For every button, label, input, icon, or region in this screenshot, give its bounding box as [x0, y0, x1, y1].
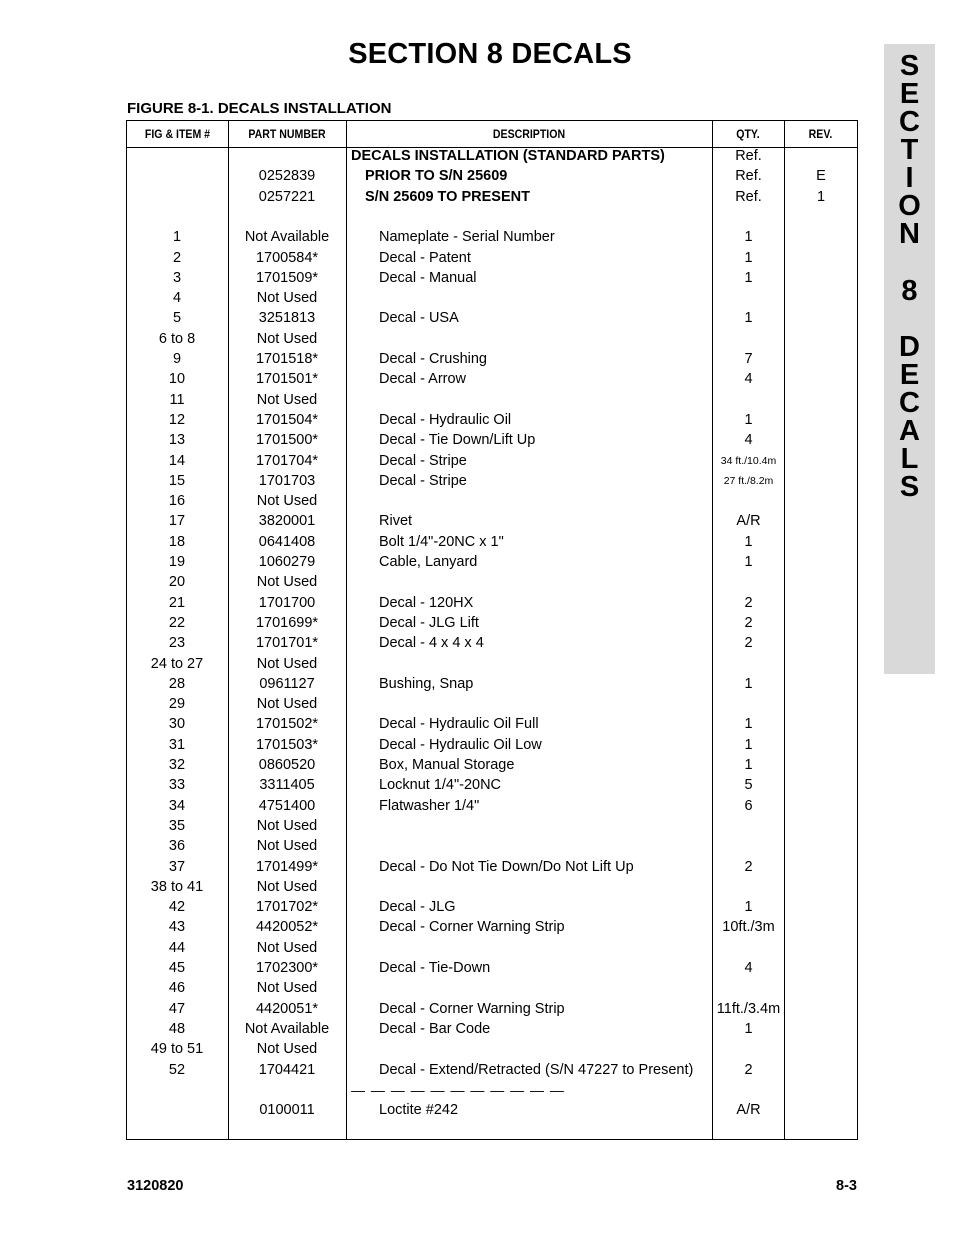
description-cell: Decal - Bar Code: [379, 1020, 491, 1037]
part-number-cell: Not Used: [256, 939, 318, 956]
part-number-cell: 3251813: [258, 310, 316, 327]
fig-item-cell: 34: [168, 797, 186, 814]
fig-item-cell: 18: [168, 533, 186, 550]
description-cell: DECALS INSTALLATION (STANDARD PARTS): [351, 148, 665, 164]
page-number: 8-3: [836, 1178, 857, 1194]
table-row: [127, 491, 857, 511]
description-cell: S/N 25609 TO PRESENT: [365, 188, 530, 205]
side-tab-letter: O: [898, 190, 921, 222]
separator-row: [127, 1080, 857, 1100]
qty-cell: 34 ft./10.4m: [720, 454, 777, 467]
part-number-cell: 1701703: [258, 472, 316, 489]
part-number-cell: 1701499*: [255, 858, 319, 875]
table-row: [127, 572, 857, 592]
fig-item-cell: 49 to 51: [150, 1041, 204, 1058]
part-number-cell: Not Available: [244, 1020, 330, 1037]
table-row: [127, 755, 857, 775]
qty-cell: A/R: [736, 513, 761, 530]
description-cell: Box, Manual Storage: [379, 757, 515, 773]
table-row: [127, 1019, 857, 1039]
table-row: [127, 674, 857, 694]
table-row: [127, 613, 857, 633]
side-tab-letter: C: [899, 106, 920, 138]
table-row: [127, 775, 857, 795]
description-cell: Decal - Arrow: [379, 371, 467, 388]
part-number-cell: 1701503*: [255, 736, 319, 753]
side-tab-letter: N: [899, 218, 920, 250]
side-tab-letter: E: [899, 78, 920, 110]
qty-cell: 1: [744, 736, 753, 753]
fig-item-cell: 17: [168, 513, 186, 530]
fig-item-cell: 47: [168, 1000, 186, 1017]
side-tab-letter: I: [905, 162, 914, 194]
table-row: [127, 1100, 857, 1120]
fig-item-cell: 36: [168, 838, 186, 855]
description-cell: Decal - Do Not Tie Down/Do Not Lift Up: [379, 858, 634, 875]
part-number-cell: Not Used: [256, 391, 318, 408]
fig-item-cell: 3: [172, 269, 182, 286]
part-number-cell: Not Used: [256, 838, 318, 855]
fig-item-cell: 23: [168, 635, 186, 652]
part-number-cell: 3820001: [258, 513, 316, 530]
header-description: DESCRIPTION: [492, 127, 566, 141]
section-side-tab: [884, 44, 935, 674]
qty-cell: 2: [744, 1061, 753, 1078]
qty-cell: 1: [744, 269, 753, 286]
part-number-cell: 0641408: [258, 533, 316, 550]
document-number: 3120820: [127, 1178, 184, 1194]
fig-item-cell: 28: [168, 675, 186, 692]
table-row: [127, 430, 857, 450]
header-part-number: PART NUMBER: [248, 127, 326, 141]
part-number-cell: 1700584*: [255, 249, 319, 266]
description-cell: Locknut 1/4"-20NC: [379, 777, 502, 794]
fig-item-cell: 44: [168, 939, 186, 956]
description-cell: Nameplate - Serial Number: [379, 229, 555, 246]
description-cell: Decal - Tie-Down: [379, 960, 491, 976]
qty-cell: 1: [744, 899, 753, 916]
table-row: [127, 410, 857, 430]
side-tab-letter: T: [900, 134, 919, 166]
table-row: [127, 958, 857, 978]
part-number-cell: 1701504*: [255, 411, 319, 428]
fig-item-cell: 15: [168, 472, 186, 489]
table-row: [127, 816, 857, 836]
description-cell: Decal - Hydraulic Oil: [379, 411, 512, 428]
fig-item-cell: 6 to 8: [158, 330, 196, 347]
table-row: [127, 593, 857, 613]
page-title: SECTION 8 DECALS: [348, 38, 632, 70]
part-number-cell: 1704421: [258, 1061, 316, 1078]
part-number-cell: 1701701*: [255, 635, 319, 652]
description-cell: Decal - Manual: [379, 269, 477, 286]
fig-item-cell: 11: [169, 391, 185, 408]
table-row: [127, 207, 857, 227]
description-cell: Cable, Lanyard: [379, 554, 478, 570]
qty-cell: 1: [744, 675, 753, 692]
table-row: [127, 633, 857, 653]
description-cell: Decal - Corner Warning Strip: [379, 1000, 565, 1017]
description-cell: Decal - Extend/Retracted (S/N 47227 to Present): [379, 1061, 694, 1078]
description-cell: Rivet: [379, 513, 413, 530]
qty-cell: 4: [744, 960, 753, 976]
qty-cell: 1: [744, 411, 753, 428]
part-number-cell: 1701518*: [255, 351, 319, 367]
part-number-cell: 1701704*: [255, 452, 319, 469]
qty-cell: Ref.: [735, 148, 762, 164]
qty-cell: 2: [744, 614, 753, 631]
part-number-cell: 4420051*: [255, 1000, 319, 1017]
qty-cell: 11ft./3.4m: [716, 1000, 781, 1017]
table-row: [127, 471, 857, 491]
description-cell: Decal - Corner Warning Strip: [379, 919, 565, 936]
table-row: [127, 694, 857, 714]
qty-cell: 4: [744, 432, 753, 449]
part-number-cell: 1701702*: [255, 899, 319, 916]
table-row: [127, 836, 857, 856]
fig-item-cell: 24 to 27: [150, 655, 204, 672]
fig-item-cell: 4: [172, 290, 182, 307]
fig-item-cell: 29: [168, 696, 186, 713]
description-cell: Decal - 4 x 4 x 4: [379, 635, 484, 652]
part-number-cell: Not Used: [256, 290, 318, 307]
table-row: [127, 288, 857, 308]
description-cell: Decal - Hydraulic Oil Full: [379, 716, 539, 733]
table-row: [127, 938, 857, 958]
table-row: [127, 227, 857, 247]
fig-item-cell: 19: [168, 554, 186, 570]
description-cell: Bushing, Snap: [379, 675, 474, 692]
part-number-cell: 0252839: [258, 168, 316, 185]
qty-cell: 1: [744, 249, 753, 266]
part-number-cell: 1701502*: [255, 716, 319, 733]
fig-item-cell: 48: [168, 1020, 186, 1037]
part-number-cell: 0961127: [259, 675, 315, 692]
part-number-cell: Not Used: [256, 696, 318, 713]
fig-item-cell: 22: [168, 614, 186, 631]
description-cell: Decal - Tie Down/Lift Up: [379, 432, 536, 449]
table-row: [127, 735, 857, 755]
part-number-cell: 0100011: [259, 1102, 315, 1119]
qty-cell: 27 ft./8.2m: [723, 474, 774, 487]
table-row: [127, 796, 857, 816]
table-row: [127, 857, 857, 877]
part-number-cell: Not Used: [256, 878, 318, 895]
qty-cell: 1: [744, 533, 753, 550]
fig-item-cell: 30: [168, 716, 186, 733]
part-number-cell: 1701500*: [255, 432, 319, 449]
separator-dashes: — — — — — — — — — — —: [351, 1081, 565, 1098]
part-number-cell: 0860520: [258, 757, 316, 773]
part-number-cell: Not Used: [256, 1041, 318, 1058]
side-tab-letter: S: [899, 50, 920, 82]
fig-item-cell: 13: [168, 432, 186, 449]
header-rev: REV.: [808, 127, 833, 141]
table-row: [127, 390, 857, 410]
fig-item-cell: 9: [172, 351, 182, 367]
fig-item-cell: 12: [168, 411, 186, 428]
side-tab-letter: A: [899, 415, 920, 447]
description-cell: Decal - JLG Lift: [379, 614, 479, 631]
qty-cell: 2: [744, 858, 753, 875]
part-number-cell: Not Used: [256, 817, 318, 834]
qty-cell: 1: [744, 757, 753, 773]
fig-item-cell: 16: [168, 493, 186, 510]
description-cell: Decal - Patent: [379, 249, 471, 266]
fig-item-cell: 46: [168, 980, 186, 997]
part-number-cell: 3311405: [259, 777, 315, 794]
description-cell: Decal - USA: [379, 310, 459, 327]
qty-cell: 1: [744, 1020, 753, 1037]
qty-cell: 1: [744, 716, 753, 733]
table-row: [127, 511, 857, 531]
table-row: [127, 329, 857, 349]
table-row: [127, 877, 857, 897]
table-row: [127, 187, 857, 207]
table-row: [127, 714, 857, 734]
table-row: [127, 978, 857, 998]
table-row: [127, 349, 857, 369]
qty-cell: 6: [744, 797, 753, 814]
fig-item-cell: 35: [168, 817, 186, 834]
qty-cell: A/R: [736, 1102, 761, 1119]
description-cell: Loctite #242: [379, 1102, 459, 1119]
part-number-cell: Not Used: [256, 493, 318, 510]
fig-item-cell: 31: [168, 736, 186, 753]
description-cell: Flatwasher 1/4": [379, 797, 480, 814]
description-cell: PRIOR TO S/N 25609: [365, 168, 508, 185]
table-row: [127, 532, 857, 552]
table-row: [127, 166, 857, 186]
description-cell: Decal - Crushing: [379, 351, 487, 367]
qty-cell: 2: [744, 635, 753, 652]
qty-cell: Ref.: [735, 188, 762, 205]
part-number-cell: Not Available: [244, 229, 330, 246]
rev-cell: 1: [816, 188, 826, 205]
header-qty: QTY.: [736, 127, 760, 141]
description-cell: Decal - Stripe: [379, 452, 467, 469]
part-number-cell: 4751400: [258, 797, 316, 814]
table-row: [127, 451, 857, 471]
part-number-cell: 1701699*: [255, 614, 319, 631]
fig-item-cell: 38 to 41: [150, 878, 204, 895]
table-row: [127, 999, 857, 1019]
qty-cell: 1: [744, 554, 753, 570]
part-number-cell: 1702300*: [255, 960, 319, 976]
qty-cell: 2: [744, 594, 753, 611]
table-row: [127, 308, 857, 328]
qty-cell: 10ft./3m: [722, 919, 775, 936]
fig-item-cell: 20: [168, 574, 186, 591]
qty-cell: 1: [744, 229, 753, 246]
side-tab-letter: C: [899, 387, 920, 419]
side-tab-letter: D: [899, 331, 920, 363]
part-number-cell: Not Used: [256, 980, 318, 997]
parts-table: [126, 120, 858, 1140]
qty-cell: 1: [744, 310, 753, 327]
side-tab-letter: L: [900, 443, 919, 475]
part-number-cell: Not Used: [256, 330, 318, 347]
side-tab-letter: 8: [901, 275, 918, 307]
fig-item-cell: 45: [168, 960, 186, 976]
table-row: [127, 268, 857, 288]
fig-item-cell: 10: [168, 371, 186, 388]
table-row: [127, 897, 857, 917]
table-row: [127, 552, 857, 572]
side-tab-letter: E: [899, 359, 920, 391]
table-row: [127, 1060, 857, 1080]
qty-cell: 7: [744, 351, 753, 367]
rev-cell: E: [816, 168, 826, 185]
table-row: [127, 917, 857, 937]
part-number-cell: Not Used: [256, 655, 318, 672]
fig-item-cell: 42: [168, 899, 186, 916]
qty-cell: 5: [744, 777, 753, 794]
fig-item-cell: 43: [168, 919, 186, 936]
fig-item-cell: 2: [172, 249, 182, 266]
part-number-cell: 0257221: [258, 188, 316, 205]
header-fig-item: FIG & ITEM #: [144, 127, 211, 141]
fig-item-cell: 32: [168, 757, 186, 773]
part-number-cell: 1701501*: [255, 371, 319, 388]
description-cell: Decal - 120HX: [379, 594, 474, 611]
fig-item-cell: 14: [168, 452, 186, 469]
description-cell: Bolt 1/4"-20NC x 1": [379, 533, 504, 550]
fig-item-cell: 1: [172, 229, 182, 246]
side-tab-letter: S: [899, 471, 920, 503]
table-row: [127, 146, 857, 166]
fig-item-cell: 5: [172, 310, 182, 327]
fig-item-cell: 21: [168, 594, 186, 611]
part-number-cell: 1701509*: [255, 269, 319, 286]
table-row: [127, 369, 857, 389]
part-number-cell: Not Used: [256, 574, 318, 591]
part-number-cell: 1060279: [258, 554, 316, 570]
qty-cell: 4: [744, 371, 753, 388]
description-cell: Decal - Stripe: [379, 472, 467, 489]
table-row: [127, 1039, 857, 1059]
fig-item-cell: 52: [168, 1061, 186, 1078]
qty-cell: Ref.: [735, 168, 762, 185]
description-cell: Decal - Hydraulic Oil Low: [379, 736, 542, 753]
description-cell: Decal - JLG: [379, 899, 456, 916]
part-number-cell: 1701700: [258, 594, 316, 611]
part-number-cell: 4420052*: [255, 919, 319, 936]
figure-caption: FIGURE 8-1. DECALS INSTALLATION: [127, 100, 392, 117]
fig-item-cell: 33: [168, 777, 186, 794]
table-row: [127, 248, 857, 268]
table-row: [127, 654, 857, 674]
fig-item-cell: 37: [168, 858, 186, 875]
